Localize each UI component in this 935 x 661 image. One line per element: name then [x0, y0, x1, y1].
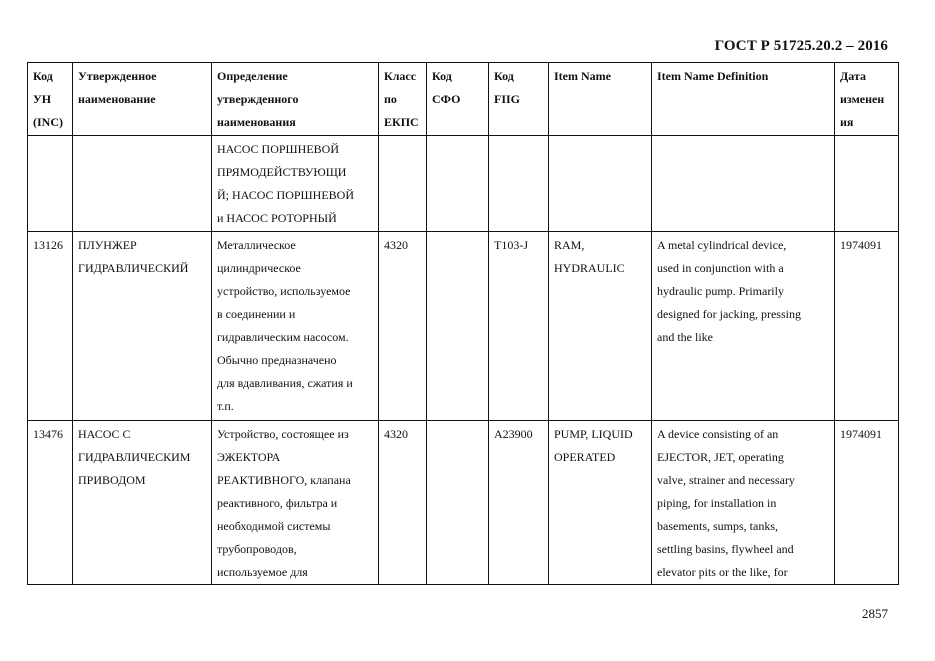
text-line: и НАСОС РОТОРНЫЙ [217, 211, 337, 225]
text-line: ЕКПС [384, 115, 419, 129]
text-line: ГИДРАВЛИЧЕСКИМ [78, 450, 191, 464]
text-line: and the like [657, 330, 713, 344]
text-line: гидравлическим насосом. [217, 330, 349, 344]
table-row [28, 232, 899, 421]
text-line: HYDRAULIC [554, 261, 625, 275]
cell-change-date: 1974091 [835, 421, 899, 585]
text-line: FIIG [494, 92, 521, 106]
text-line: basements, sumps, tanks, [657, 519, 778, 533]
cell-fiig-code: T103-J [489, 232, 549, 421]
text-line: используемое для [217, 565, 308, 579]
text-line: Класс [384, 69, 417, 83]
text-line: реактивного, фильтра и [217, 496, 338, 510]
text-line: Обычно предназначено [217, 353, 337, 367]
column-header-item-name [549, 63, 652, 136]
cell-sfo-code [427, 136, 489, 232]
cell-sfo-code [427, 232, 489, 421]
text-line: ГИДРАВЛИЧЕСКИЙ [78, 261, 189, 275]
table-header-row [28, 63, 899, 136]
cell-item-name-definition [652, 421, 835, 585]
text-line: СФО [432, 92, 461, 106]
text-line: A metal cylindrical device, [657, 238, 787, 252]
text-line: Определение [217, 69, 288, 83]
text-line: для вдавливания, сжатия и [217, 376, 353, 390]
text-line: Код [432, 69, 452, 83]
text-line: Металлическое [217, 238, 296, 252]
text-line: Дата [840, 69, 866, 83]
cell-approved-name [73, 136, 212, 232]
column-header-item-name-definition [652, 63, 835, 136]
text-line: по [384, 92, 397, 106]
cell-inc: 13126 [28, 232, 73, 421]
cell-item-name-definition [652, 136, 835, 232]
cell-approved-name [73, 421, 212, 585]
text-line: OPERATED [554, 450, 616, 464]
text-line: ПРИВОДОМ [78, 473, 146, 487]
text-line: ия [840, 115, 854, 129]
column-header-ekps-class [379, 63, 427, 136]
text-line: Устройство, состоящее из [217, 427, 349, 441]
text-line: Item Name Definition [657, 69, 769, 83]
cell-ekps-class: 4320 [379, 421, 427, 585]
text-line: т.п. [217, 399, 234, 413]
text-line: Код [494, 69, 514, 83]
cell-inc: 13476 [28, 421, 73, 585]
text-line: цилиндрическое [217, 261, 301, 275]
text-line: наименования [217, 115, 296, 129]
text-line: НАСОС ПОРШНЕВОЙ [217, 142, 339, 156]
cell-item-name [549, 232, 652, 421]
text-line: Код [33, 69, 53, 83]
cell-item-name [549, 136, 652, 232]
text-line: (INC) [33, 115, 63, 129]
cell-item-name [549, 421, 652, 585]
cell-name-definition [212, 136, 379, 232]
text-line: УН [33, 92, 52, 106]
column-header-inc [28, 63, 73, 136]
cell-inc [28, 136, 73, 232]
text-line: трубопроводов, [217, 542, 297, 556]
column-header-name-definition [212, 63, 379, 136]
cell-change-date [835, 136, 899, 232]
text-line: RAM, [554, 238, 585, 252]
text-line: settling basins, flywheel and [657, 542, 794, 556]
cell-fiig-code: A23900 [489, 421, 549, 585]
cell-name-definition [212, 421, 379, 585]
cell-ekps-class [379, 136, 427, 232]
cell-ekps-class: 4320 [379, 232, 427, 421]
text-line: used in conjunction with a [657, 261, 784, 275]
cell-fiig-code [489, 136, 549, 232]
text-line: наименование [78, 92, 156, 106]
cell-item-name-definition [652, 232, 835, 421]
table-row [28, 136, 899, 232]
text-line: утвержденного [217, 92, 299, 106]
text-line: Item Name [554, 69, 611, 83]
text-line: ПРЯМОДЕЙСТВУЮЩИ [217, 165, 347, 179]
text-line: A device consisting of an [657, 427, 779, 441]
document-header: ГОСТ Р 51725.20.2 – 2016 [714, 38, 888, 54]
text-line: ЭЖЕКТОРА [217, 450, 281, 464]
text-line: устройство, используемое [217, 284, 351, 298]
text-line: Й; НАСОС ПОРШНЕВОЙ [217, 188, 354, 202]
text-line: EJECTOR, JET, operating [657, 450, 784, 464]
text-line: РЕАКТИВНОГО, клапана [217, 473, 351, 487]
text-line: designed for jacking, pressing [657, 307, 801, 321]
cell-name-definition [212, 232, 379, 421]
text-line: изменен [840, 92, 885, 106]
column-header-fiig-code [489, 63, 549, 136]
text-line: Утвержденное [78, 69, 157, 83]
text-line: elevator pits or the like, for [657, 565, 788, 579]
page-number: 2857 [862, 606, 888, 621]
text-line: hydraulic pump. Primarily [657, 284, 784, 298]
cell-sfo-code [427, 421, 489, 585]
column-header-change-date [835, 63, 899, 136]
cell-approved-name [73, 232, 212, 421]
text-line: ПЛУНЖЕР [78, 238, 137, 252]
table-row [28, 421, 899, 585]
column-header-approved-name [73, 63, 212, 136]
text-line: в соединении и [217, 307, 296, 321]
catalog-table [27, 62, 899, 585]
text-line: необходимой системы [217, 519, 331, 533]
text-line: PUMP, LIQUID [554, 427, 633, 441]
text-line: piping, for installation in [657, 496, 777, 510]
text-line: valve, strainer and necessary [657, 473, 795, 487]
cell-change-date: 1974091 [835, 232, 899, 421]
text-line: НАСОС С [78, 427, 131, 441]
column-header-sfo-code [427, 63, 489, 136]
